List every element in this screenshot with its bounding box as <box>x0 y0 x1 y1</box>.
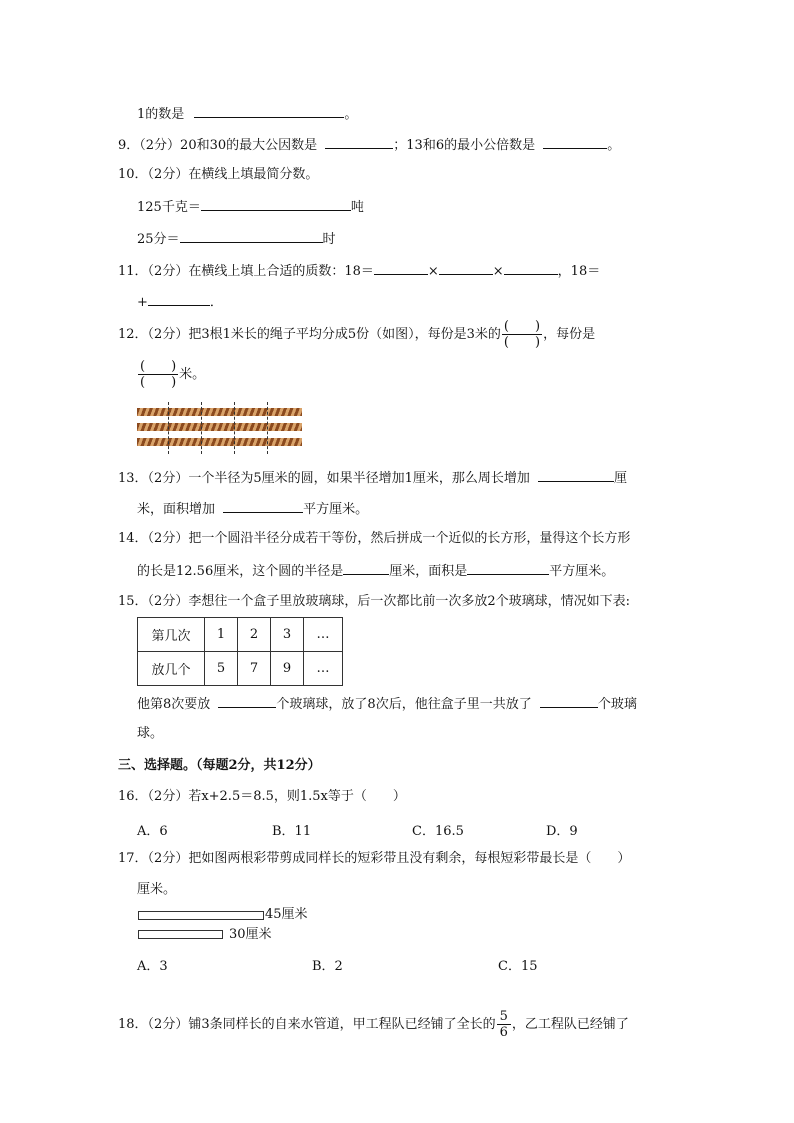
q18-text: 18．（2分）铺3条同样长的自来水管道，甲工程队已经铺了全长的 <box>118 1017 496 1032</box>
table-cell: 9 <box>271 652 304 686</box>
q14-blank-1[interactable] <box>343 562 389 575</box>
table-cell: 第几次 <box>138 618 205 652</box>
q18-tail: ，乙工程队已经铺了 <box>511 1017 629 1032</box>
q12-tail: ，每份是 <box>543 327 596 342</box>
q10-title: 10．（2分）在横线上填最简分数。 <box>118 167 319 182</box>
q18-frac-num: 5 <box>497 1009 511 1025</box>
q15-line3: 球。 <box>137 726 164 741</box>
q16-option-b[interactable]: B．11 <box>272 824 312 839</box>
q13-text: 13．（2分）一个半径为5厘米的圆，如果半径增加1厘米，那么周长增加 <box>118 471 530 486</box>
rope-divider-3 <box>234 402 235 454</box>
q11-end: ． <box>209 295 223 310</box>
q13-line2-a: 米，面积增加 <box>137 502 216 517</box>
q15-line2-a: 他第8次要放 <box>137 697 211 712</box>
q12-line2 <box>137 358 205 392</box>
q8-text: 1的数是 <box>137 107 185 122</box>
q18-frac-den: 6 <box>499 1025 508 1040</box>
q15-blank-1[interactable] <box>218 695 276 708</box>
q9-suffix: 。 <box>607 138 621 153</box>
ribbon-45 <box>138 911 264 920</box>
q11-line1 <box>118 262 600 280</box>
q10-line2 <box>137 230 336 248</box>
rope-2 <box>137 423 302 431</box>
table-cell: 3 <box>271 618 304 652</box>
q13-blank-1[interactable] <box>538 469 614 482</box>
q12-line1 <box>118 318 595 352</box>
table-cell: … <box>304 652 343 686</box>
q18-line <box>118 1008 629 1042</box>
q16-option-d[interactable]: D．9 <box>546 824 578 839</box>
q12-frac1-num: ( ) <box>503 319 541 334</box>
table-row <box>138 618 343 652</box>
table-cell: 1 <box>205 618 238 652</box>
q13-line2-b: 平方厘米。 <box>303 502 369 517</box>
q10-line2-label: 25分＝ <box>137 232 180 247</box>
ribbon-30 <box>138 930 223 939</box>
q13-line1 <box>118 469 627 487</box>
q11-prefix: 11．（2分）在横线上填上合适的质数：18＝ <box>118 264 374 279</box>
q16-line: 16．（2分）若x+2.5＝8.5，则1.5x等于（ ） <box>118 789 406 804</box>
q9-mid: ；13和6的最小公倍数是 <box>393 138 536 153</box>
q13-blank-2[interactable] <box>223 500 303 513</box>
rope-1 <box>137 408 302 416</box>
section-title: 三、选择题。（每题2分，共12分） <box>118 758 321 773</box>
ribbon-45-label: 45厘米 <box>265 907 308 922</box>
q10-line1-unit: 吨 <box>350 200 364 215</box>
q15-table <box>137 617 343 686</box>
q14-line2-b: 厘米，面积是 <box>389 564 468 579</box>
table-row <box>138 652 343 686</box>
q14-line1: 14．（2分）把一个圆沿半径分成若干等份，然后拼成一个近似的长方形，量得这个长方形 <box>118 531 631 546</box>
q16-option-c[interactable]: C．16.5 <box>412 824 464 839</box>
q9-line <box>118 136 620 154</box>
q15-line2 <box>137 695 637 713</box>
q18-fraction <box>497 1009 511 1040</box>
q14-line2 <box>137 562 614 580</box>
q10-blank-1[interactable] <box>201 198 351 211</box>
q10-line1-label: 125千克＝ <box>137 200 201 215</box>
rope-3 <box>137 438 302 446</box>
q8-blank[interactable] <box>194 105 344 118</box>
q17-line1: 17．（2分）把如图两根彩带剪成同样长的短彩带且没有剩余，每根短彩带最长是（ ） <box>118 851 631 866</box>
q11-line2 <box>137 293 223 311</box>
q17-option-a[interactable]: A．3 <box>137 959 168 974</box>
q13-unit: 厘 <box>614 471 628 486</box>
table-cell: 2 <box>238 618 271 652</box>
q11-times-1: × <box>427 264 439 279</box>
q10-line1 <box>137 198 364 216</box>
table-cell: 5 <box>205 652 238 686</box>
q14-blank-2[interactable] <box>467 562 549 575</box>
q12-frac2-num: ( ) <box>140 359 177 374</box>
q11-times-2: × <box>492 264 504 279</box>
q10-blank-2[interactable] <box>180 230 323 243</box>
table-cell: 放几个 <box>138 652 205 686</box>
q11-blank-2[interactable] <box>439 262 493 275</box>
q11-blank-3[interactable] <box>504 262 558 275</box>
q15-line1: 15．（2分）李想往一个盒子里放玻璃球，后一次都比前一次多放2个玻璃球，情况如下表: <box>118 594 630 609</box>
q11-plus: + <box>137 295 148 310</box>
q10-line2-unit: 时 <box>322 232 336 247</box>
q14-line2-c: 平方厘米。 <box>549 564 615 579</box>
rope-divider-2 <box>201 402 202 454</box>
q17-line2: 厘米。 <box>137 882 177 897</box>
q14-line2-a: 的长是12.56厘米，这个圆的半径是 <box>137 564 344 579</box>
q11-mid: ，18＝ <box>557 264 601 279</box>
q11-blank-1[interactable] <box>374 262 428 275</box>
q15-line2-b: 个玻璃球，放了8次后，他往盒子里一共放了 <box>276 697 532 712</box>
q9-prefix: 9．（2分）20和30的最大公因数是 <box>118 138 318 153</box>
rope-divider-4 <box>267 402 268 454</box>
q12-fraction-1[interactable] <box>502 319 542 350</box>
table-cell: … <box>304 618 343 652</box>
q16-option-a[interactable]: A．6 <box>137 824 168 839</box>
q11-blank-4[interactable] <box>148 293 210 306</box>
table-cell: 7 <box>238 652 271 686</box>
q8-line: 1的数是 。 <box>137 107 358 122</box>
q12-frac1-den: ( ) <box>503 335 541 350</box>
q13-line2 <box>137 500 368 518</box>
q12-fraction-2[interactable] <box>138 359 178 390</box>
q17-option-c[interactable]: C．15 <box>498 959 538 974</box>
rope-divider-1 <box>168 402 169 454</box>
q15-line2-c: 个玻璃 <box>597 697 637 712</box>
q9-blank-2[interactable] <box>543 136 607 149</box>
q17-option-b[interactable]: B．2 <box>312 959 343 974</box>
q9-blank-1[interactable] <box>325 136 393 149</box>
ribbon-30-label: 30厘米 <box>229 927 272 942</box>
q12-unit: 米。 <box>179 367 206 382</box>
q12-frac2-den: ( ) <box>140 375 177 390</box>
q15-blank-2[interactable] <box>540 695 598 708</box>
q12-text: 12．（2分）把3根1米长的绳子平均分成5份（如图），每份是3米的 <box>118 327 501 342</box>
